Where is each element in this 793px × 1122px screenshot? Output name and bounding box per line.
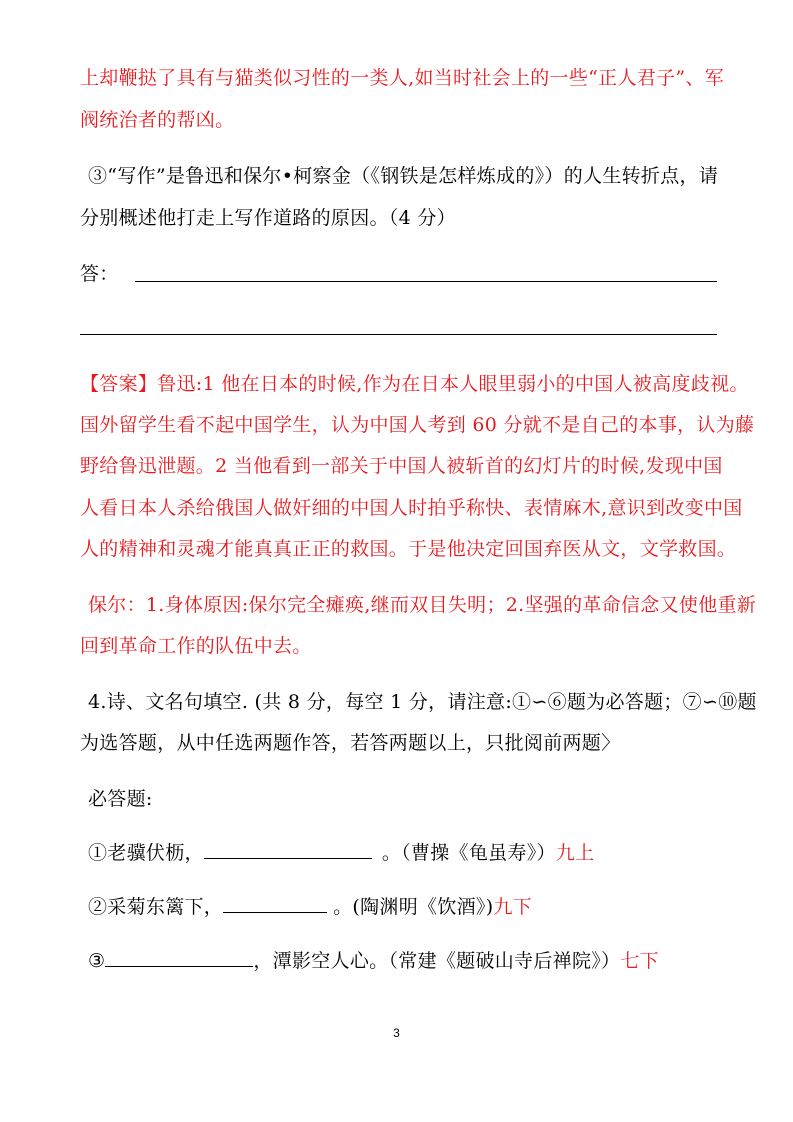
item-prefix: ①老骥伏枥， (88, 842, 204, 864)
question3-line-1: ③“写作”是鲁迅和保尔•柯察金（《钢铁是怎样炼成的》）的人生转折点，请 (88, 165, 719, 187)
answer-line-2: 国外留学生看不起中国学生，认为中国人考到 60 分就不是自己的本事，认为藤 (80, 414, 755, 436)
answer-label: 答： (80, 263, 119, 285)
answer-blank[interactable] (105, 948, 253, 967)
item-prefix: ③ (88, 950, 106, 972)
page-number: 3 (393, 1026, 400, 1040)
fill-item (88, 839, 594, 867)
question3-line-2: 分别概述他打走上写作道路的原因。（4 分） (80, 207, 456, 229)
item-suffix: 。(陶渊明《饮酒》) (333, 896, 494, 918)
answer-tag: 【答案】 (80, 373, 158, 395)
fill-item (88, 947, 659, 975)
intro-line-1: 上却鞭挞了具有与猫类似习性的一类人,如当时社会上的一些“正人君子”、军 (80, 67, 724, 89)
answer-line-1 (80, 370, 749, 398)
answer-line-3: 野给鲁迅泄题。2 当他看到一部关于中国人被斩首的幻灯片的时候,发现中国 (80, 455, 723, 477)
answer-blank-line-2[interactable] (80, 334, 717, 335)
baoer-line-1: 保尔：1.身体原因:保尔完全瘫痪,继而双目失明；2.坚强的革命信念又使他重新 (88, 594, 757, 616)
answer-blank-line-1[interactable] (135, 281, 717, 282)
answer-blank[interactable] (223, 894, 327, 913)
fill-item (88, 893, 532, 921)
intro-line-2: 阀统治者的帮凶。 (80, 109, 235, 131)
answer-line-4: 人看日本人杀给俄国人做奸细的中国人时拍乎称快、表情麻木,意识到改变中国 (80, 497, 743, 519)
question4-line-2: 为选答题，从中任选两题作答，若答两题以上，只批阅前两题〉 (80, 732, 621, 754)
question4-line-1: 4.诗、文名句填空. (共 8 分，每空 1 分，请注意:①∽⑥题为必答题；⑦∽⑩题 (88, 691, 757, 713)
answer-blank[interactable] (204, 840, 372, 859)
item-suffix: 。（曹操《龟虽寿》） (381, 842, 556, 864)
baoer-line-2: 回到革命工作的队伍中去。 (80, 635, 312, 657)
answer-text-1: 鲁迅:1 他在日本的时候,作为在日本人眼里弱小的中国人被高度歧视。 (157, 373, 749, 395)
grade-label: 九上 (555, 842, 595, 864)
item-prefix: ②采菊东篱下， (88, 896, 224, 918)
grade-label: 七下 (620, 950, 659, 972)
answer-line-5: 人的精神和灵魂才能真真正正的救国。于是他决定回国弃医从文，文学救国。 (80, 538, 737, 560)
required-label: 必答题: (88, 788, 153, 810)
grade-label: 九下 (493, 896, 533, 918)
item-suffix: ，潭影空人心。（常建《题破山寺后禅院》） (253, 950, 621, 972)
